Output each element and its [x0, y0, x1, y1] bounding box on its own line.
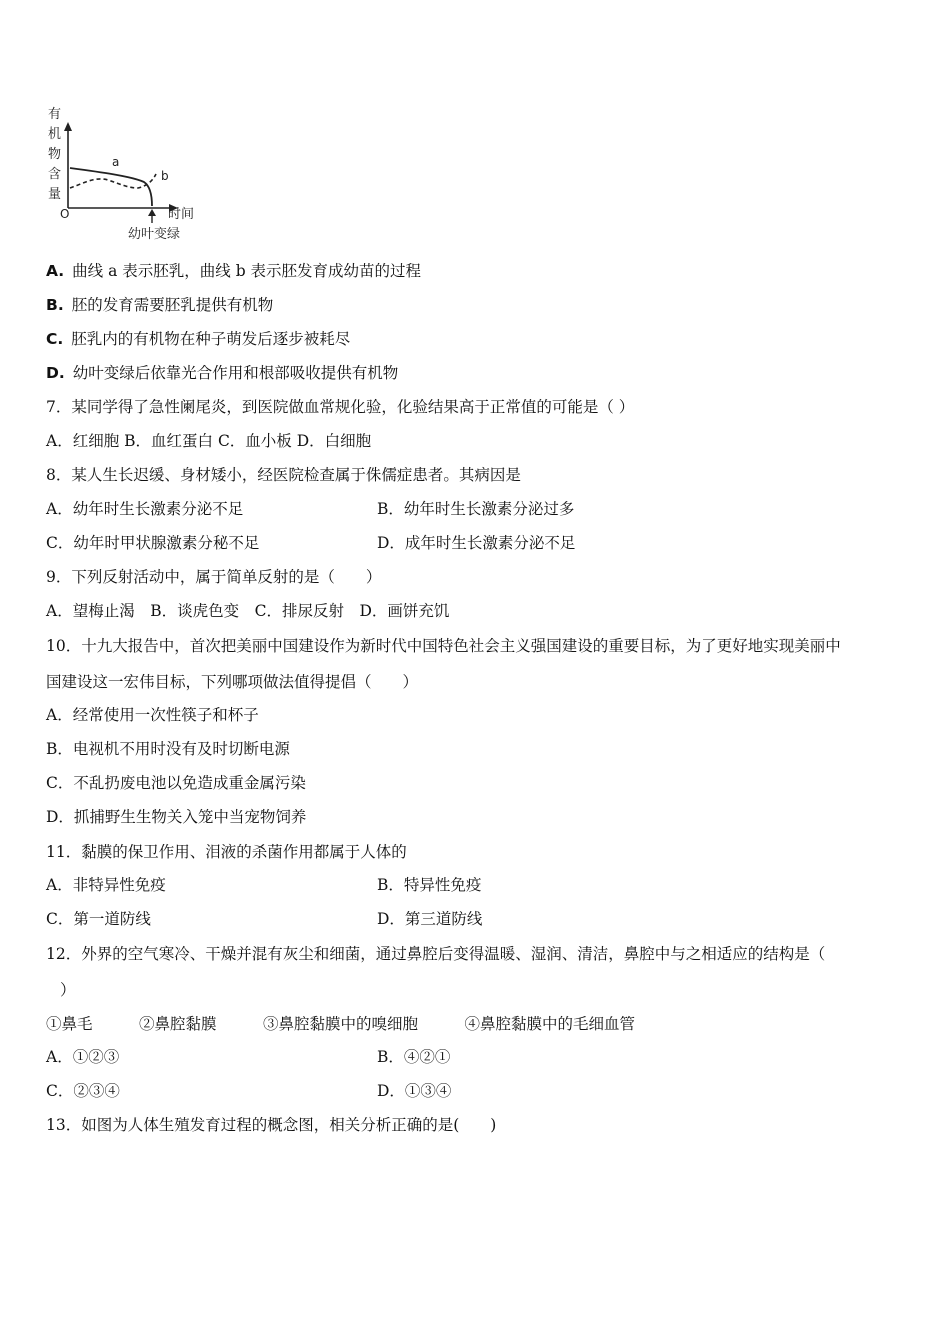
origin-label: O: [60, 207, 70, 221]
q10-option-a: A．经常使用一次性筷子和杯子: [46, 706, 259, 724]
q13-stem: 13．如图为人体生殖发育过程的概念图，相关分析正确的是( ): [46, 1116, 497, 1134]
q9-stem: 9．下列反射活动中，属于简单反射的是（ ）: [46, 568, 382, 586]
q8-stem: 8．某人生长迟缓、身材矮小，经医院检查属于侏儒症患者。其病因是: [46, 466, 521, 484]
q7-stem: 7．某同学得了急性阑尾炎，到医院做血常规化验，化验结果高于正常值的可能是（ ）: [46, 398, 635, 416]
q11-option-d: D．第三道防线: [377, 910, 483, 928]
q11-option-a: A．非特异性免疫: [46, 876, 166, 894]
y-label-char: 含: [48, 167, 62, 182]
q9-options: A．望梅止渴 B．谈虎色变 C．排尿反射 D．画饼充饥: [46, 602, 450, 620]
q12-option-d: D．①③④: [377, 1082, 452, 1100]
q11-option-c: C．第一道防线: [46, 910, 151, 928]
organic-matter-figure: [40, 100, 210, 248]
y-label-char: 物: [48, 147, 62, 162]
q10-stem-line1: 10．十九大报告中，首次把美丽中国建设作为新时代中国特色社会主义强国建设的重要目标，为了更好地实现美丽中: [46, 637, 841, 655]
q8-option-b: B．幼年时生长激素分泌过多: [377, 500, 575, 518]
q7-options: A．红细胞 B．血红蛋白 C．血小板 D．白细胞: [46, 432, 372, 450]
q11-stem: 11．黏膜的保卫作用、泪液的杀菌作用都属于人体的: [46, 843, 407, 861]
q10-option-d: D．抓捕野生生物关入笼中当宠物饲养: [46, 808, 307, 826]
q12-option-b: B．④②①: [377, 1048, 451, 1066]
marker-label: 幼叶变绿: [128, 227, 181, 242]
q8-option-a: A．幼年时生长激素分泌不足: [46, 500, 244, 518]
y-axis-label: [48, 107, 61, 202]
q6-option-b: B. 胚的发育需要胚乳提供有机物: [46, 296, 274, 314]
q10-option-c: C．不乱扔废电池以免造成重金属污染: [46, 774, 306, 792]
q10-option-b: B．电视机不用时没有及时切断电源: [46, 740, 290, 758]
q12-option-c: C．②③④: [46, 1082, 120, 1100]
y-label-char: 量: [48, 187, 62, 202]
q6-option-a: A. 曲线 a 表示胚乳，曲线 b 表示胚发育成幼苗的过程: [46, 262, 422, 280]
marker-arrow-head: [148, 209, 156, 216]
q12-stem-line2: ）: [60, 981, 76, 999]
q12-option-a: A．①②③: [46, 1048, 120, 1066]
y-label-char: 机: [48, 127, 62, 142]
curve-a-label: a: [112, 155, 120, 169]
q8-option-d: D．成年时生长激素分泌不足: [377, 534, 576, 552]
q6-option-c: C. 胚乳内的有机物在种子萌发后逐步被耗尽: [46, 330, 351, 348]
q6-option-d: D. 幼叶变绿后依靠光合作用和根部吸收提供有机物: [46, 364, 399, 382]
x-axis-label: 时间: [168, 207, 195, 222]
y-label-char: 有: [48, 107, 62, 122]
q8-option-c: C．幼年时甲状腺激素分秘不足: [46, 534, 260, 552]
y-axis-arrow: [64, 122, 72, 131]
q10-stem-line2: 国建设这一宏伟目标，下列哪项做法值得提倡（ ）: [46, 673, 419, 691]
curve-b-label: b: [161, 169, 169, 183]
q11-option-b: B．特异性免疫: [377, 876, 482, 894]
q12-stem-line1: 12．外界的空气寒冷、干燥并混有灰尘和细菌，通过鼻腔后变得温暖、湿润、清洁，鼻腔中与之相适应的结构是（: [46, 945, 826, 963]
q12-items: ①鼻毛 ②鼻腔黏膜 ③鼻腔黏膜中的嗅细胞 ④鼻腔黏膜中的毛细血管: [46, 1015, 636, 1033]
